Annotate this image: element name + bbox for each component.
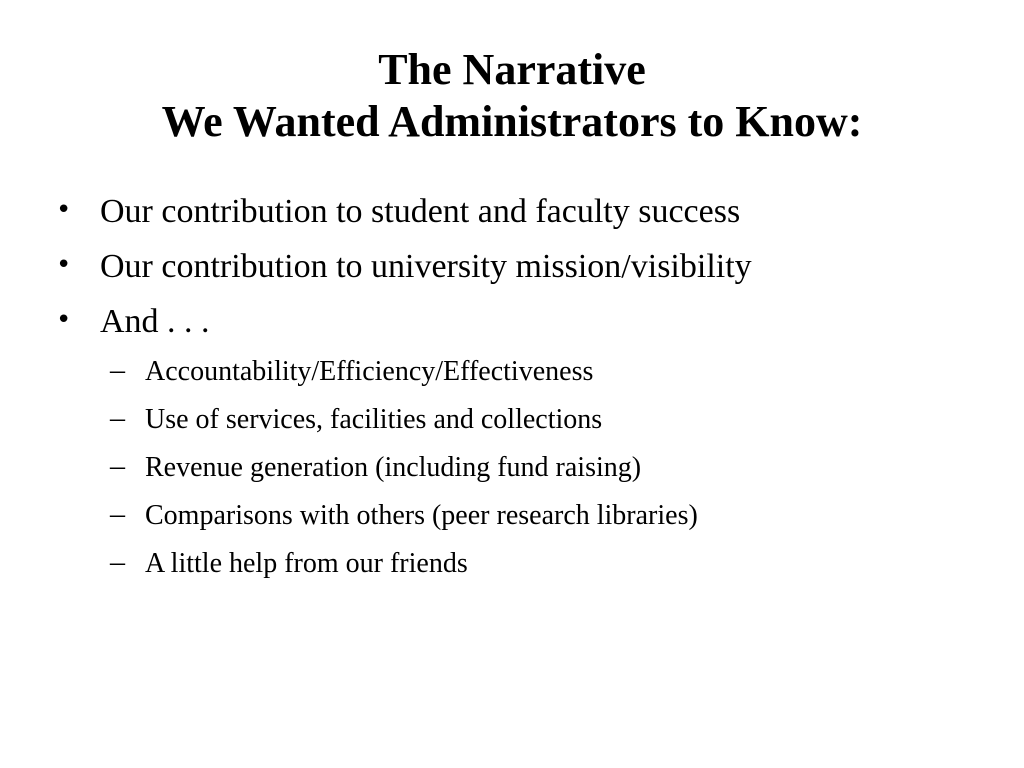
sub-bullet-item [56, 449, 996, 497]
bullet-list [56, 188, 996, 593]
bullet-dot-icon: • [56, 195, 72, 225]
sub-bullet-text: A little help from our friends [145, 548, 468, 579]
dash-icon: – [110, 449, 125, 482]
bullet-item [56, 298, 996, 353]
sub-bullet-text: Comparisons with others (peer research libraries) [145, 500, 698, 531]
sub-bullet-item [56, 401, 996, 449]
sub-bullet-list [56, 353, 996, 593]
slide-title [0, 44, 1024, 148]
sub-bullet-text: Accountability/Efficiency/Effectiveness [145, 356, 594, 387]
sub-bullet-text: Revenue generation (including fund raising) [145, 452, 642, 483]
dash-icon: – [110, 497, 125, 530]
sub-bullet-item [56, 353, 996, 401]
bullet-item [56, 188, 996, 243]
bullet-item [56, 243, 996, 298]
dash-icon: – [110, 401, 125, 434]
sub-bullet-item [56, 545, 996, 593]
dash-icon: – [110, 353, 125, 386]
bullet-text: Our contribution to university mission/visibility [100, 248, 752, 285]
bullet-text: Our contribution to student and faculty success [100, 193, 741, 230]
title-line-2: We Wanted Administrators to Know: [161, 97, 863, 146]
bullet-dot-icon: • [56, 305, 72, 335]
bullet-dot-icon: • [56, 250, 72, 280]
sub-bullet-item [56, 497, 996, 545]
dash-icon: – [110, 545, 125, 578]
sub-bullet-text: Use of services, facilities and collections [145, 404, 603, 435]
bullet-text: And . . . [100, 303, 210, 340]
title-line-1: The Narrative [378, 45, 646, 94]
